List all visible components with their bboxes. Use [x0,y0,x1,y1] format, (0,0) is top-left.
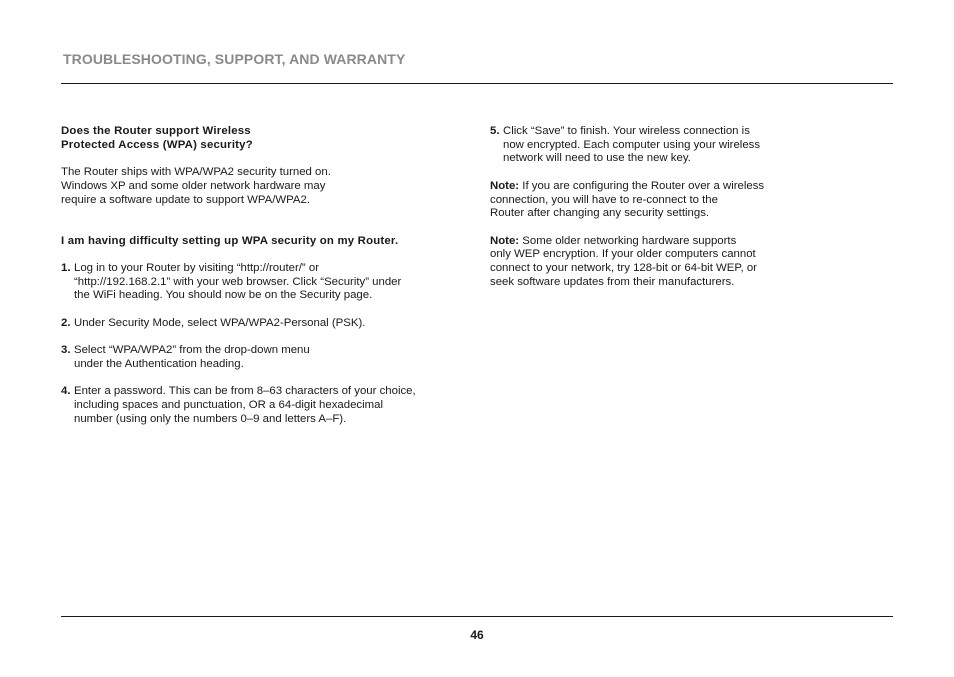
note-wep [490,235,820,290]
step-number: 1. [61,261,71,274]
step-line: Click “Save” to finish. Your wireless connection is [503,125,750,137]
right-column [490,125,820,303]
step-line: the WiFi heading. You should now be on the Security page. [74,289,373,302]
question-wpa-setup: I am having difficulty setting up WPA security on my Router. [61,234,399,247]
note-line: Router after changing any security settings. [490,207,710,220]
note-line: only WEP encryption. If your older computers cannot [490,248,756,261]
step-line: now encrypted. Each computer using your wireless [503,138,761,151]
step-line: Enter a password. This can be from 8–63 characters of your choice, [74,385,416,398]
answer-line: The Router ships with WPA/WPA2 security turned on. [61,166,331,179]
step-3 [61,344,466,371]
question-wpa-support [61,125,466,152]
note-reconnect [490,180,820,221]
step-line: “http://192.168.2.1” with your web browser. Click “Security” under [74,275,402,288]
step-line: including spaces and punctuation, OR a 64-digit hexadecimal [74,398,384,411]
note-line: connect to your network, try 128-bit or 64-bit WEP, or [490,262,757,274]
page-number: 46 [470,628,484,642]
step-line: Log in to your Router by visiting “http://router/” or [74,261,320,274]
step-number: 3. [61,344,71,357]
note-line: connection, you will have to re-connect to the [490,193,718,206]
page-header: TROUBLESHOOTING, SUPPORT, AND WARRANTY [63,51,406,67]
step-number: 4. [61,385,71,398]
question-line: Does the Router support Wireless [61,125,251,137]
step-4 [61,385,466,426]
step-line: network will need to use the new key. [503,152,691,165]
note-text: If you are configuring the Router over a wireless [519,179,765,192]
step-number: 5. [490,125,500,137]
step-2 [61,317,466,331]
question-line: Protected Access (WPA) security? [61,138,253,151]
left-column [61,125,466,440]
note-line: seek software updates from their manufacturers. [490,275,735,288]
answer-line: Windows XP and some older network hardware may [61,179,326,192]
note-label: Note: [490,234,520,247]
answer-line: require a software update to support WPA/WPA2. [61,193,311,206]
step-1 [61,262,466,303]
step-line: number (using only the numbers 0–9 and letters A–F). [74,412,347,425]
answer-wpa-support [61,166,466,207]
footer-rule [61,616,893,617]
step-line: under the Authentication heading. [74,357,244,370]
note-text: Some older networking hardware supports [519,234,737,247]
step-5 [490,125,820,166]
step-line: Select “WPA/WPA2” from the drop-down menu [74,344,310,357]
header-rule [61,83,893,84]
step-number: 2. [61,316,71,329]
step-line: Under Security Mode, select WPA/WPA2-Personal (PSK). [74,316,366,329]
note-label: Note: [490,179,520,192]
